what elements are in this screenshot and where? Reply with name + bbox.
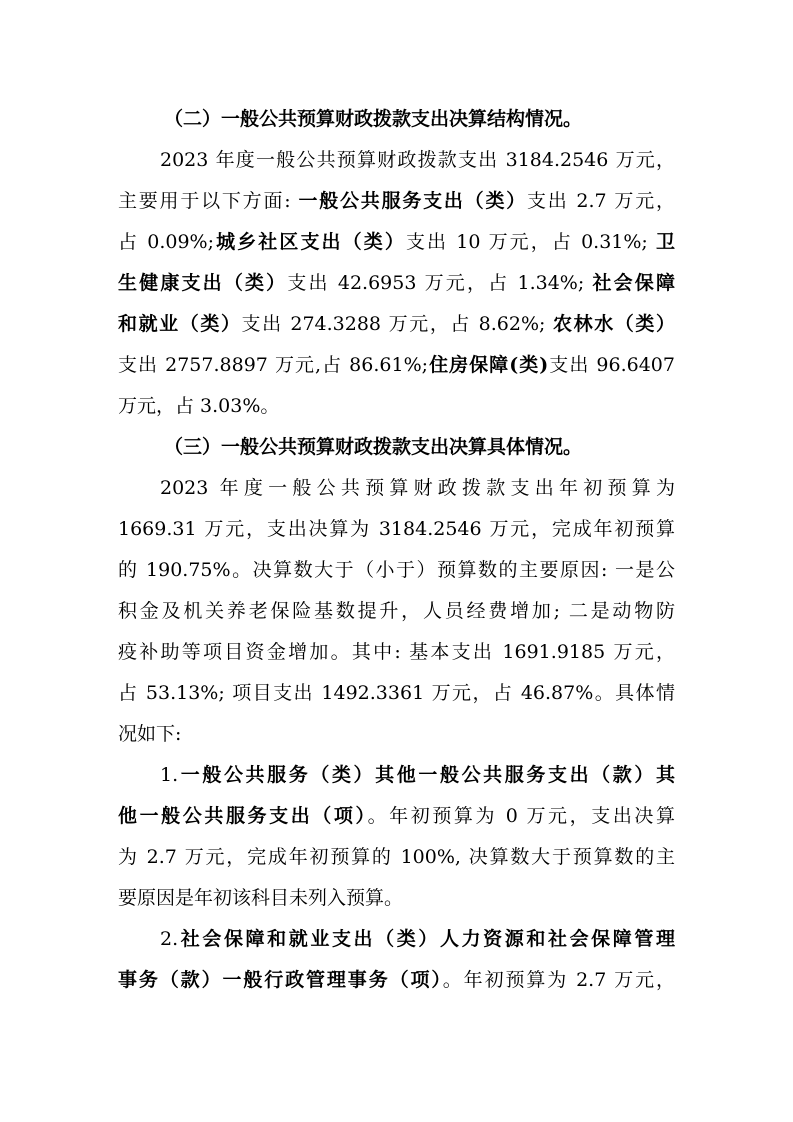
paragraph-line: 要原因是年初该科目未列入预算。: [118, 887, 404, 909]
paragraph-line: 事务（款）一般行政管理事务（项）。年初预算为 2.7 万元，: [118, 969, 675, 991]
paragraph-line: 他一般公共服务支出（项）。年初预算为 0 万元，支出决算: [118, 805, 675, 827]
paragraph-line: 1669.31 万元，支出决算为 3184.2546 万元，完成年初预算: [118, 518, 675, 540]
paragraph-line: 2023 年度一般公共预算财政拨款支出 3184.2546 万元，: [160, 149, 675, 171]
section-heading-3: （三）一般公共预算财政拨款支出决算具体情况。: [164, 436, 583, 458]
paragraph-line: 占 0.09%;城乡社区支出（类）支出 10 万元，占 0.31%; 卫: [118, 231, 675, 253]
paragraph-line: 支出 2757.8897 万元,占 86.61%;住房保障(类)支出 96.6407: [118, 354, 675, 376]
paragraph-line: 主要用于以下方面: 一般公共服务支出（类）支出 2.7 万元，: [118, 190, 675, 212]
paragraph-line: 2023 年度一般公共预算财政拨款支出年初预算为: [160, 477, 675, 499]
paragraph-line: 积金及机关养老保险基数提升，人员经费增加; 二是动物防: [118, 600, 675, 622]
list-item-2: 2.社会保障和就业支出（类）人力资源和社会保障管理: [160, 928, 675, 950]
paragraph-line: 占 53.13%; 项目支出 1492.3361 万元，占 46.87%。具体情: [118, 682, 675, 704]
paragraph-line: 况如下:: [118, 723, 182, 745]
paragraph-line: 为 2.7 万元，完成年初预算的 100%, 决算数大于预算数的主: [118, 846, 675, 868]
paragraph-line: 生健康支出（类）支出 42.6953 万元，占 1.34%; 社会保障: [118, 272, 675, 294]
paragraph-line: 疫补助等项目资金增加。其中: 基本支出 1691.9185 万元，: [118, 641, 675, 663]
list-item-1: 1.一般公共服务（类）其他一般公共服务支出（款）其: [160, 764, 675, 786]
paragraph-line: 和就业（类）支出 274.3288 万元，占 8.62%; 农林水（类）: [118, 313, 675, 335]
paragraph-line: 的 190.75%。决算数大于（小于）预算数的主要原因: 一是公: [118, 559, 675, 581]
paragraph-line: 万元，占 3.03%。: [118, 395, 280, 417]
section-heading-2: （二）一般公共预算财政拨款支出决算结构情况。: [164, 108, 583, 130]
